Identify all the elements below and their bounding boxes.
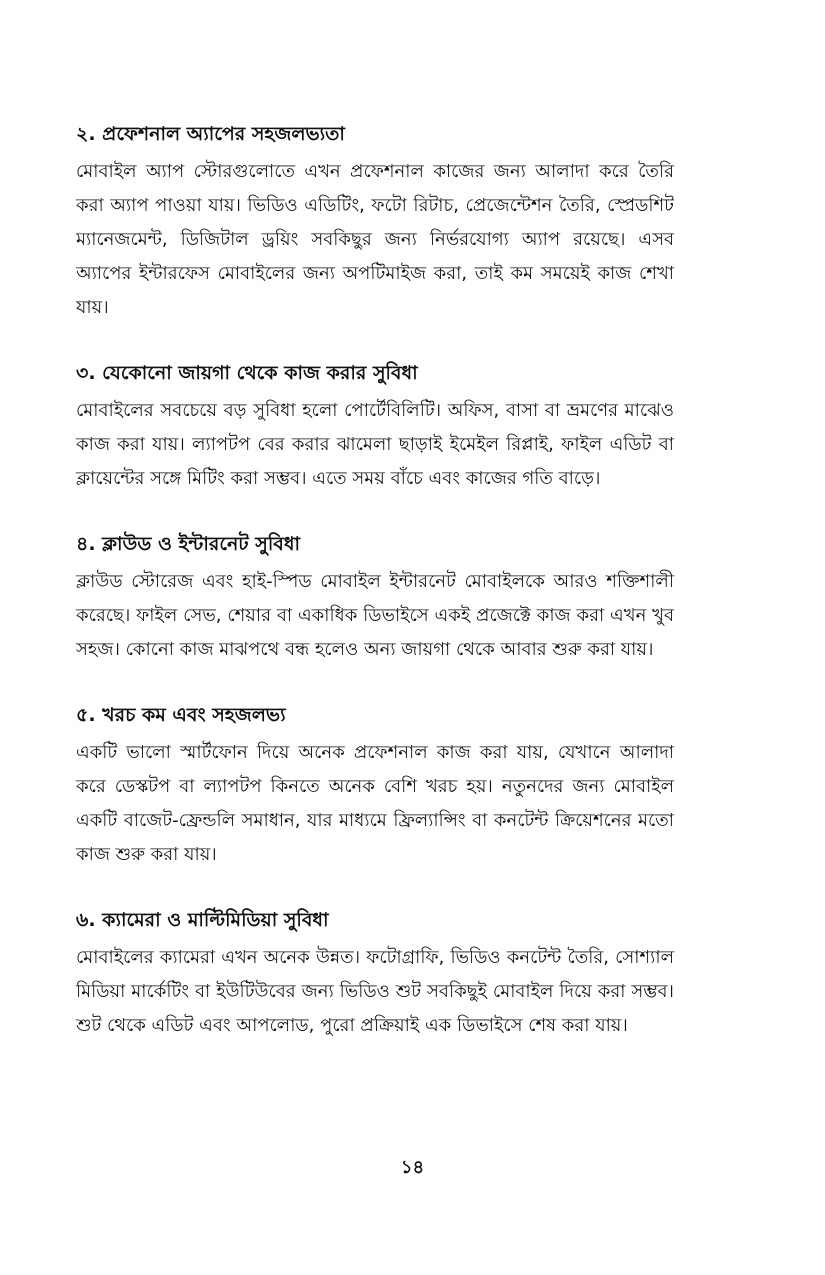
section-paragraph: মোবাইলের ক্যামেরা এখন অনেক উন্নত। ফটোগ্রাফি, ভিডিও কনটেন্ট তৈরি, সোশ্যাল মিডিয়া মার্কেটিং বা ইউটিউবের জন্য ভিডিও শুট সবকিছুই মোবাইল দিয়ে করা সম্ভব। শুট থেকে এডিট এবং আপলোড, পুরো প্রক্রিয়াই এক ডিভাইসে শেষ করা যায়। [76,947,674,1036]
section-heading: ৩. যেকোনো জায়গা থেকে কাজ করার সুবিধা [76,362,418,384]
document-page [76,120,674,1077]
section-heading: ৫. খরচ কম এবং সহজলভ্য [76,704,286,726]
section-cloud-internet [76,530,674,667]
section-heading: ৪. ক্লাউড ও ইন্টারনেট সুবিধা [76,533,300,555]
page-number: ১৪ [400,1157,425,1178]
section-low-cost [76,701,674,872]
section-work-anywhere [76,359,674,496]
section-heading: ২. প্রফেশনাল অ্যাপের সহজলভ্যতা [76,123,345,145]
section-heading: ৬. ক্যামেরা ও মাল্টিমিডিয়া সুবিধা [76,909,329,931]
section-camera-multimedia [76,906,674,1043]
section-paragraph: মোবাইল অ্যাপ স্টোরগুলোতে এখন প্রফেশনাল কাজের জন্য আলাদা করে তৈরি করা অ্যাপ পাওয়া যায়। ভিডিও এডিটিং, ফটো রিটাচ, প্রেজেন্টেশন তৈরি, স্প্রেডশিট ম্যানেজমেন্ট, ডিজিটাল ড্রয়িং সবকিছুর জন্য নির্ভরযোগ্য অ্যাপ রয়েছে। এসব অ্যাপের ইন্টারফেস মোবাইলের জন্য অপটিমাইজ করা, তাই কম সময়েই কাজ শেখা যায়। [76,161,674,318]
section-paragraph: মোবাইলের সবচেয়ে বড় সুবিধা হলো পোর্টেবিলিটি। অফিস, বাসা বা ভ্রমণের মাঝেও কাজ করা যায়। ল্যাপটপ বের করার ঝামেলা ছাড়াই ইমেইল রিপ্লাই, ফাইল এডিট বা ক্লায়েন্টের সঙ্গে মিটিং করা সম্ভব। এতে সময় বাঁচে এবং কাজের গতি বাড়ে। [76,400,674,489]
section-professional-apps [76,120,674,325]
section-paragraph: একটি ভালো স্মার্টফোন দিয়ে অনেক প্রফেশনাল কাজ করা যায়, যেখানে আলাদা করে ডেস্কটপ বা ল্যাপটপ কিনতে অনেক বেশি খরচ হয়। নতুনদের জন্য মোবাইল একটি বাজেট-ফ্রেন্ডলি সমাধান, যার মাধ্যমে ফ্রিল্যান্সিং বা কনটেন্ট ক্রিয়েশনের মতো কাজ শুরু করা যায়। [76,742,674,865]
section-paragraph: ক্লাউড স্টোরেজ এবং হাই-স্পিড মোবাইল ইন্টারনেট মোবাইলকে আরও শক্তিশালী করেছে। ফাইল সেভ, শেয়ার বা একাধিক ডিভাইসে একই প্রজেক্টে কাজ করা এখন খুব সহজ। কোনো কাজ মাঝপথে বন্ধ হলেও অন্য জায়গা থেকে আবার শুরু করা যায়। [76,571,674,660]
